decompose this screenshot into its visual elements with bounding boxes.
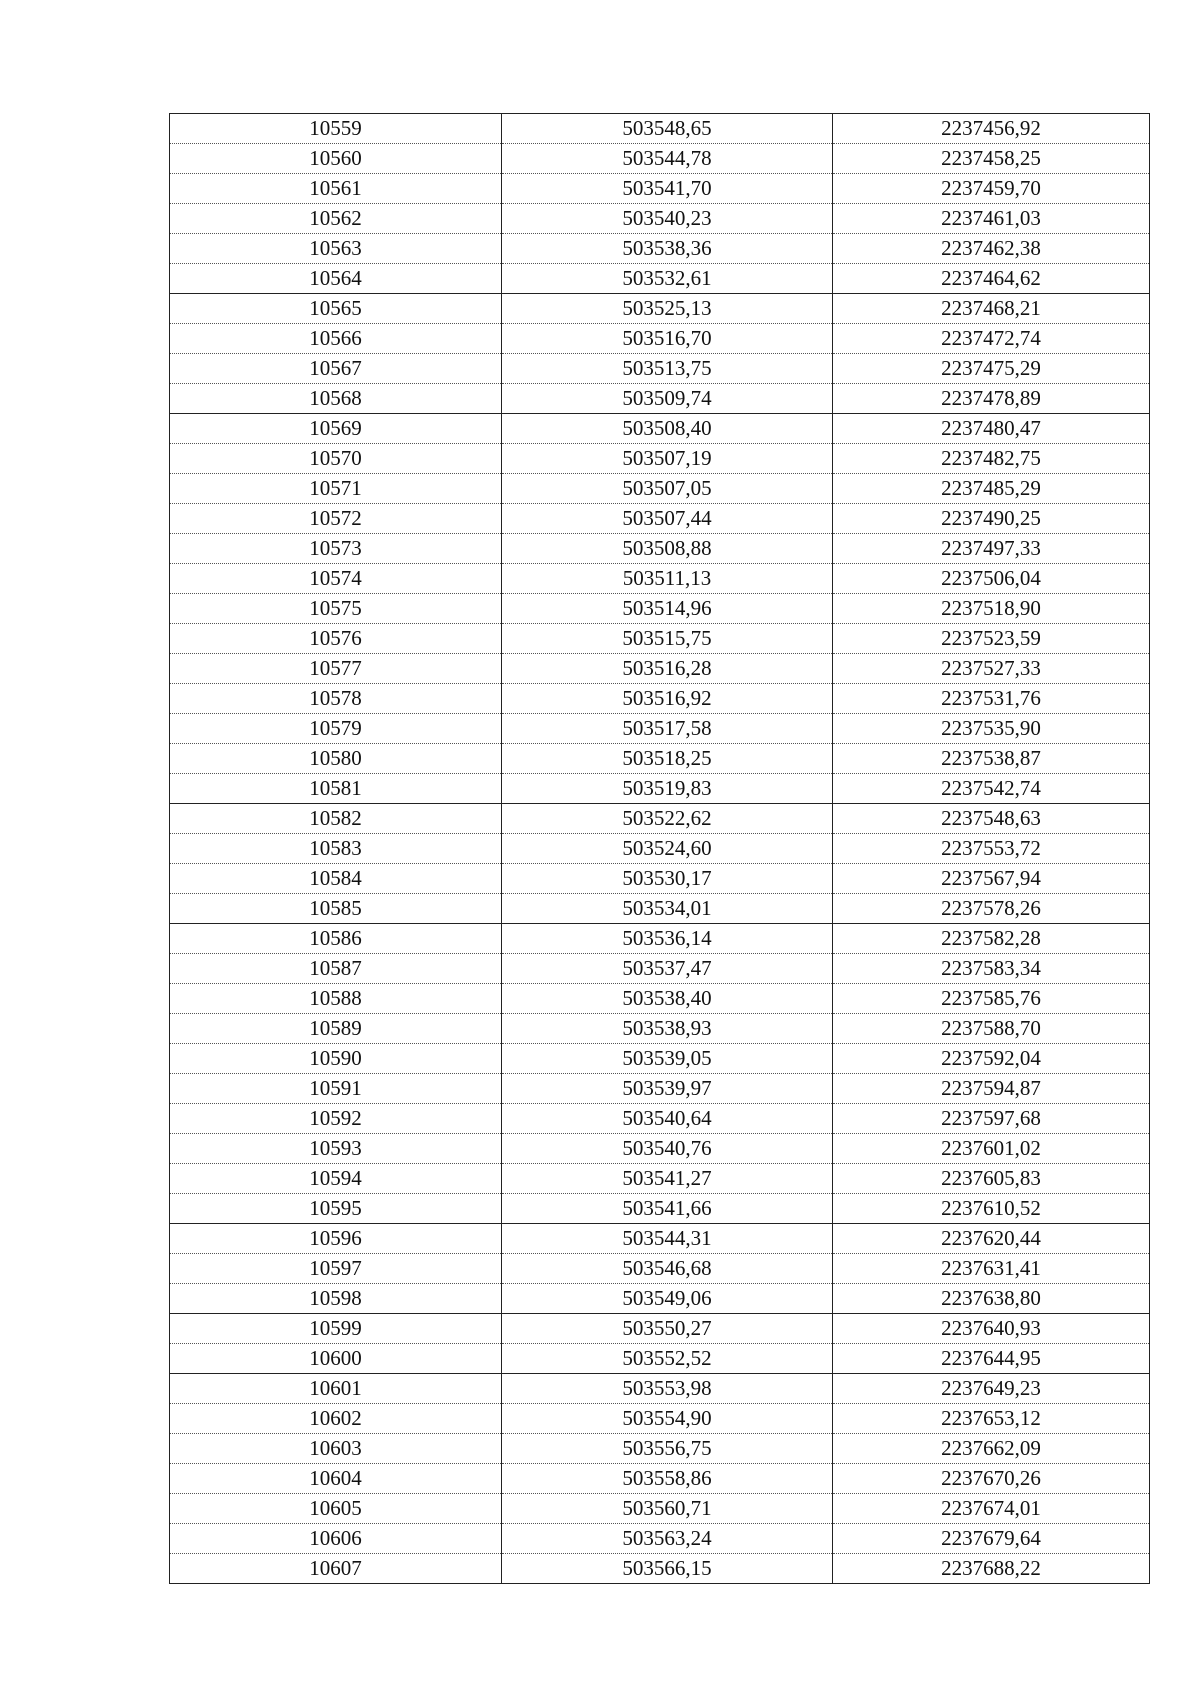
x-coordinate-cell: 503507,44 <box>502 504 833 534</box>
table-row <box>170 834 1150 864</box>
point-number-cell: 10590 <box>170 1044 502 1074</box>
y-coordinate-cell: 2237462,38 <box>833 234 1150 264</box>
x-coordinate-cell: 503538,36 <box>502 234 833 264</box>
y-coordinate-cell: 2237601,02 <box>833 1134 1150 1164</box>
point-number-cell: 10603 <box>170 1434 502 1464</box>
y-coordinate-cell: 2237582,28 <box>833 924 1150 954</box>
y-coordinate-cell: 2237679,64 <box>833 1524 1150 1554</box>
table-row <box>170 1314 1150 1344</box>
table-row <box>170 294 1150 324</box>
point-number-cell: 10595 <box>170 1194 502 1224</box>
x-coordinate-cell: 503558,86 <box>502 1464 833 1494</box>
x-coordinate-cell: 503516,28 <box>502 654 833 684</box>
x-coordinate-cell: 503525,13 <box>502 294 833 324</box>
point-number-cell: 10585 <box>170 894 502 924</box>
table-row <box>170 1194 1150 1224</box>
table-row <box>170 924 1150 954</box>
x-coordinate-cell: 503548,65 <box>502 114 833 144</box>
x-coordinate-cell: 503515,75 <box>502 624 833 654</box>
table-row <box>170 1554 1150 1584</box>
table-row <box>170 954 1150 984</box>
point-number-cell: 10567 <box>170 354 502 384</box>
x-coordinate-cell: 503538,40 <box>502 984 833 1014</box>
x-coordinate-cell: 503566,15 <box>502 1554 833 1584</box>
point-number-cell: 10594 <box>170 1164 502 1194</box>
y-coordinate-cell: 2237597,68 <box>833 1104 1150 1134</box>
table-row <box>170 1074 1150 1104</box>
point-number-cell: 10587 <box>170 954 502 984</box>
y-coordinate-cell: 2237458,25 <box>833 144 1150 174</box>
table-row <box>170 1404 1150 1434</box>
table-row <box>170 774 1150 804</box>
y-coordinate-cell: 2237640,93 <box>833 1314 1150 1344</box>
point-number-cell: 10586 <box>170 924 502 954</box>
point-number-cell: 10565 <box>170 294 502 324</box>
y-coordinate-cell: 2237670,26 <box>833 1464 1150 1494</box>
point-number-cell: 10607 <box>170 1554 502 1584</box>
point-number-cell: 10593 <box>170 1134 502 1164</box>
x-coordinate-cell: 503544,31 <box>502 1224 833 1254</box>
x-coordinate-cell: 503540,76 <box>502 1134 833 1164</box>
table-row <box>170 1134 1150 1164</box>
x-coordinate-cell: 503516,92 <box>502 684 833 714</box>
y-coordinate-cell: 2237688,22 <box>833 1554 1150 1584</box>
x-coordinate-cell: 503538,93 <box>502 1014 833 1044</box>
point-number-cell: 10596 <box>170 1224 502 1254</box>
x-coordinate-cell: 503540,23 <box>502 204 833 234</box>
table-row <box>170 564 1150 594</box>
point-number-cell: 10588 <box>170 984 502 1014</box>
point-number-cell: 10578 <box>170 684 502 714</box>
y-coordinate-cell: 2237478,89 <box>833 384 1150 414</box>
y-coordinate-cell: 2237531,76 <box>833 684 1150 714</box>
point-number-cell: 10604 <box>170 1464 502 1494</box>
point-number-cell: 10571 <box>170 474 502 504</box>
point-number-cell: 10573 <box>170 534 502 564</box>
table-row <box>170 534 1150 564</box>
x-coordinate-cell: 503532,61 <box>502 264 833 294</box>
table-row <box>170 1374 1150 1404</box>
x-coordinate-cell: 503507,19 <box>502 444 833 474</box>
table-row <box>170 384 1150 414</box>
point-number-cell: 10605 <box>170 1494 502 1524</box>
point-number-cell: 10569 <box>170 414 502 444</box>
y-coordinate-cell: 2237456,92 <box>833 114 1150 144</box>
x-coordinate-cell: 503536,14 <box>502 924 833 954</box>
x-coordinate-cell: 503514,96 <box>502 594 833 624</box>
x-coordinate-cell: 503539,05 <box>502 1044 833 1074</box>
y-coordinate-cell: 2237468,21 <box>833 294 1150 324</box>
x-coordinate-cell: 503522,62 <box>502 804 833 834</box>
y-coordinate-cell: 2237553,72 <box>833 834 1150 864</box>
point-number-cell: 10606 <box>170 1524 502 1554</box>
y-coordinate-cell: 2237518,90 <box>833 594 1150 624</box>
coordinates-table <box>169 113 1150 1584</box>
y-coordinate-cell: 2237638,80 <box>833 1284 1150 1314</box>
table-row <box>170 414 1150 444</box>
y-coordinate-cell: 2237459,70 <box>833 174 1150 204</box>
table-row <box>170 684 1150 714</box>
table-row <box>170 114 1150 144</box>
x-coordinate-cell: 503508,40 <box>502 414 833 444</box>
table-row <box>170 594 1150 624</box>
table-row <box>170 504 1150 534</box>
y-coordinate-cell: 2237567,94 <box>833 864 1150 894</box>
point-number-cell: 10564 <box>170 264 502 294</box>
table-row <box>170 324 1150 354</box>
y-coordinate-cell: 2237644,95 <box>833 1344 1150 1374</box>
table-row <box>170 1494 1150 1524</box>
table-row <box>170 144 1150 174</box>
table-row <box>170 714 1150 744</box>
point-number-cell: 10589 <box>170 1014 502 1044</box>
coordinates-table-container <box>169 113 1149 1584</box>
point-number-cell: 10572 <box>170 504 502 534</box>
x-coordinate-cell: 503511,13 <box>502 564 833 594</box>
table-row <box>170 1014 1150 1044</box>
table-row <box>170 984 1150 1014</box>
point-number-cell: 10561 <box>170 174 502 204</box>
y-coordinate-cell: 2237482,75 <box>833 444 1150 474</box>
x-coordinate-cell: 503546,68 <box>502 1254 833 1284</box>
point-number-cell: 10580 <box>170 744 502 774</box>
point-number-cell: 10581 <box>170 774 502 804</box>
y-coordinate-cell: 2237631,41 <box>833 1254 1150 1284</box>
point-number-cell: 10560 <box>170 144 502 174</box>
x-coordinate-cell: 503508,88 <box>502 534 833 564</box>
x-coordinate-cell: 503537,47 <box>502 954 833 984</box>
y-coordinate-cell: 2237610,52 <box>833 1194 1150 1224</box>
point-number-cell: 10575 <box>170 594 502 624</box>
y-coordinate-cell: 2237490,25 <box>833 504 1150 534</box>
table-row <box>170 1524 1150 1554</box>
y-coordinate-cell: 2237464,62 <box>833 264 1150 294</box>
table-row <box>170 1284 1150 1314</box>
point-number-cell: 10563 <box>170 234 502 264</box>
point-number-cell: 10599 <box>170 1314 502 1344</box>
table-row <box>170 894 1150 924</box>
y-coordinate-cell: 2237653,12 <box>833 1404 1150 1434</box>
point-number-cell: 10570 <box>170 444 502 474</box>
table-row <box>170 264 1150 294</box>
point-number-cell: 10562 <box>170 204 502 234</box>
y-coordinate-cell: 2237523,59 <box>833 624 1150 654</box>
y-coordinate-cell: 2237649,23 <box>833 1374 1150 1404</box>
point-number-cell: 10559 <box>170 114 502 144</box>
y-coordinate-cell: 2237588,70 <box>833 1014 1150 1044</box>
x-coordinate-cell: 503540,64 <box>502 1104 833 1134</box>
point-number-cell: 10582 <box>170 804 502 834</box>
point-number-cell: 10601 <box>170 1374 502 1404</box>
table-row <box>170 1254 1150 1284</box>
y-coordinate-cell: 2237475,29 <box>833 354 1150 384</box>
table-row <box>170 234 1150 264</box>
point-number-cell: 10598 <box>170 1284 502 1314</box>
y-coordinate-cell: 2237535,90 <box>833 714 1150 744</box>
x-coordinate-cell: 503541,70 <box>502 174 833 204</box>
x-coordinate-cell: 503524,60 <box>502 834 833 864</box>
point-number-cell: 10584 <box>170 864 502 894</box>
y-coordinate-cell: 2237527,33 <box>833 654 1150 684</box>
x-coordinate-cell: 503518,25 <box>502 744 833 774</box>
table-row <box>170 1104 1150 1134</box>
point-number-cell: 10602 <box>170 1404 502 1434</box>
point-number-cell: 10576 <box>170 624 502 654</box>
y-coordinate-cell: 2237594,87 <box>833 1074 1150 1104</box>
point-number-cell: 10566 <box>170 324 502 354</box>
x-coordinate-cell: 503556,75 <box>502 1434 833 1464</box>
y-coordinate-cell: 2237542,74 <box>833 774 1150 804</box>
point-number-cell: 10577 <box>170 654 502 684</box>
x-coordinate-cell: 503517,58 <box>502 714 833 744</box>
y-coordinate-cell: 2237548,63 <box>833 804 1150 834</box>
y-coordinate-cell: 2237605,83 <box>833 1164 1150 1194</box>
point-number-cell: 10568 <box>170 384 502 414</box>
table-row <box>170 804 1150 834</box>
y-coordinate-cell: 2237578,26 <box>833 894 1150 924</box>
point-number-cell: 10591 <box>170 1074 502 1104</box>
x-coordinate-cell: 503519,83 <box>502 774 833 804</box>
x-coordinate-cell: 503550,27 <box>502 1314 833 1344</box>
point-number-cell: 10579 <box>170 714 502 744</box>
x-coordinate-cell: 503539,97 <box>502 1074 833 1104</box>
x-coordinate-cell: 503549,06 <box>502 1284 833 1314</box>
y-coordinate-cell: 2237497,33 <box>833 534 1150 564</box>
x-coordinate-cell: 503544,78 <box>502 144 833 174</box>
y-coordinate-cell: 2237480,47 <box>833 414 1150 444</box>
x-coordinate-cell: 503541,27 <box>502 1164 833 1194</box>
x-coordinate-cell: 503554,90 <box>502 1404 833 1434</box>
x-coordinate-cell: 503516,70 <box>502 324 833 354</box>
y-coordinate-cell: 2237583,34 <box>833 954 1150 984</box>
x-coordinate-cell: 503534,01 <box>502 894 833 924</box>
point-number-cell: 10597 <box>170 1254 502 1284</box>
coordinates-table-body <box>170 114 1150 1584</box>
y-coordinate-cell: 2237472,74 <box>833 324 1150 354</box>
y-coordinate-cell: 2237620,44 <box>833 1224 1150 1254</box>
y-coordinate-cell: 2237506,04 <box>833 564 1150 594</box>
table-row <box>170 1344 1150 1374</box>
table-row <box>170 174 1150 204</box>
point-number-cell: 10592 <box>170 1104 502 1134</box>
y-coordinate-cell: 2237538,87 <box>833 744 1150 774</box>
table-row <box>170 1044 1150 1074</box>
table-row <box>170 204 1150 234</box>
x-coordinate-cell: 503513,75 <box>502 354 833 384</box>
point-number-cell: 10600 <box>170 1344 502 1374</box>
point-number-cell: 10583 <box>170 834 502 864</box>
table-row <box>170 1224 1150 1254</box>
y-coordinate-cell: 2237674,01 <box>833 1494 1150 1524</box>
x-coordinate-cell: 503560,71 <box>502 1494 833 1524</box>
y-coordinate-cell: 2237485,29 <box>833 474 1150 504</box>
y-coordinate-cell: 2237585,76 <box>833 984 1150 1014</box>
table-row <box>170 624 1150 654</box>
x-coordinate-cell: 503563,24 <box>502 1524 833 1554</box>
table-row <box>170 1164 1150 1194</box>
table-row <box>170 1434 1150 1464</box>
table-row <box>170 654 1150 684</box>
table-row <box>170 474 1150 504</box>
table-row <box>170 864 1150 894</box>
y-coordinate-cell: 2237662,09 <box>833 1434 1150 1464</box>
table-row <box>170 354 1150 384</box>
x-coordinate-cell: 503507,05 <box>502 474 833 504</box>
x-coordinate-cell: 503552,52 <box>502 1344 833 1374</box>
y-coordinate-cell: 2237461,03 <box>833 204 1150 234</box>
x-coordinate-cell: 503553,98 <box>502 1374 833 1404</box>
point-number-cell: 10574 <box>170 564 502 594</box>
x-coordinate-cell: 503530,17 <box>502 864 833 894</box>
y-coordinate-cell: 2237592,04 <box>833 1044 1150 1074</box>
table-row <box>170 444 1150 474</box>
x-coordinate-cell: 503541,66 <box>502 1194 833 1224</box>
table-row <box>170 744 1150 774</box>
x-coordinate-cell: 503509,74 <box>502 384 833 414</box>
table-row <box>170 1464 1150 1494</box>
